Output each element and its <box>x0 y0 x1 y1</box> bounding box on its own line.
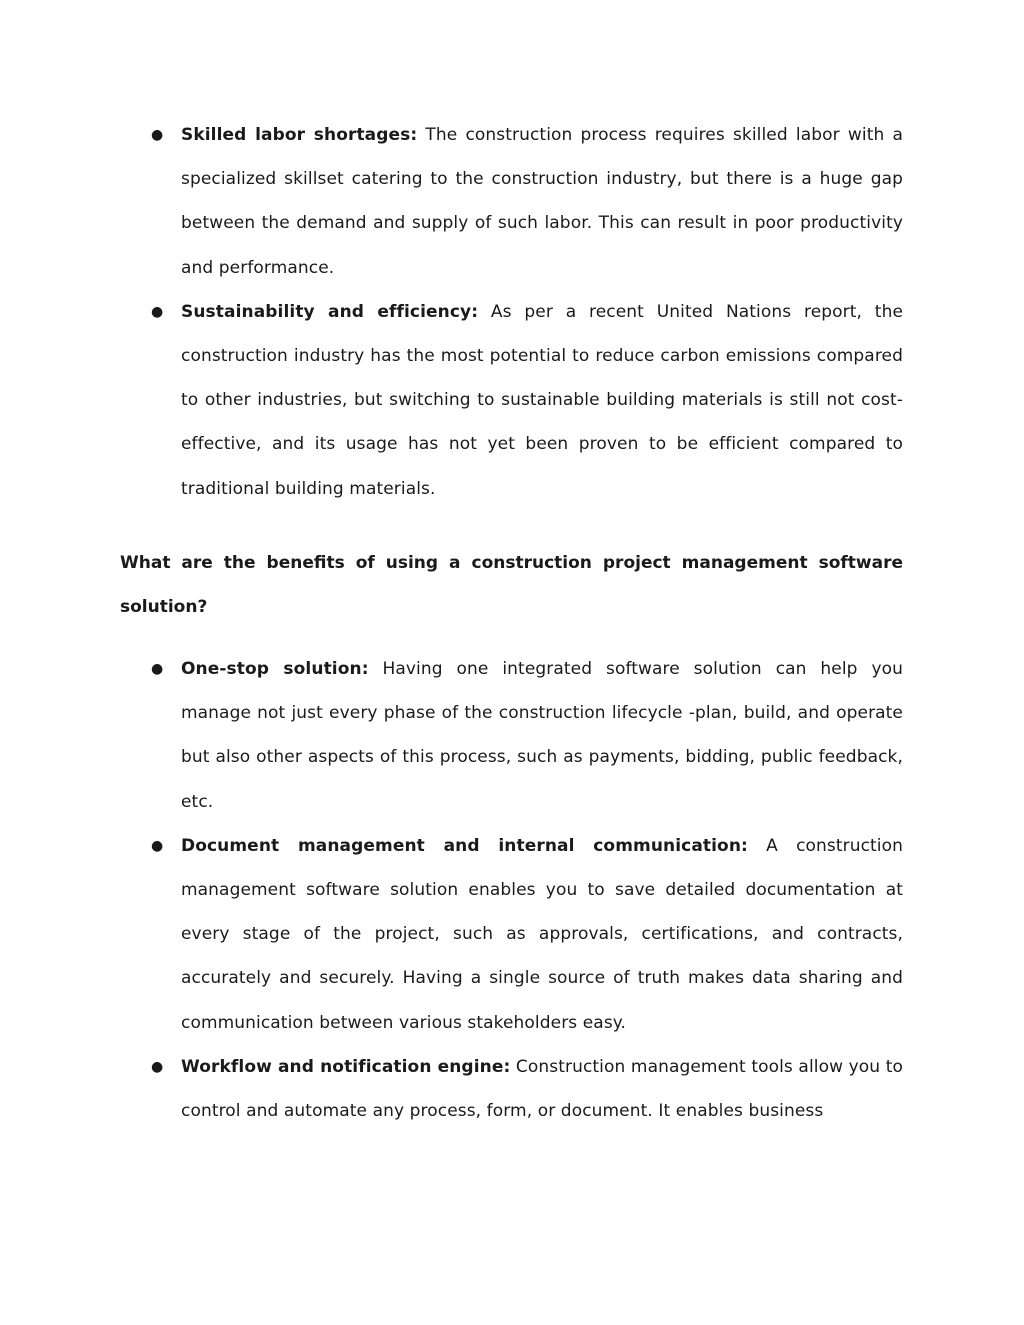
list-item-text: Having one integrated software solution can help you manage not just every phase of the construction lifecycle -plan, build, and operate but also other aspects of this process, such as payments, bidding, public feedback, etc. <box>181 659 903 812</box>
challenges-list <box>151 113 903 511</box>
list-item-term: Document management and internal communication: <box>181 835 748 856</box>
list-item-text: The construction process requires skilled labor with a specialized skillset catering to the construction industry, but there is a huge gap between the demand and supply of such labor. This can result in poor productivity and performance. <box>181 125 903 278</box>
list-item <box>151 1045 903 1133</box>
bullet-icon: ● <box>151 837 164 854</box>
list-item-text: A construction management software solution enables you to save detailed documentation at every stage of the project, such as approvals, certifications, and contracts, accurately and securely. Having a single source of truth makes data sharing and communication between various stakeholders easy. <box>181 835 903 1033</box>
list-item-term: One-stop solution: <box>181 659 369 679</box>
list-item-term: Workflow and notification engine: <box>181 1056 511 1077</box>
list-item <box>151 824 903 1045</box>
bullet-icon: ● <box>151 661 164 677</box>
bullet-icon: ● <box>151 303 164 320</box>
list-item <box>151 113 903 290</box>
benefits-list <box>151 647 903 1133</box>
list-item <box>151 290 903 511</box>
section-heading: What are the benefits of using a construction project management software solution? <box>120 553 903 618</box>
list-item-text: Construction management tools allow you to control and automate any process, form, or document. It enables business <box>181 1056 903 1122</box>
list-item <box>151 647 903 824</box>
list-item-text: As per a recent United Nations report, the construction industry has the most potential to reduce carbon emissions compared to other industries, but switching to sustainable building materials is still not cost-effective, and its usage has not yet been proven to be efficient compared to traditional building materials. <box>181 301 903 499</box>
list-item-term: Sustainability and efficiency: <box>181 301 479 322</box>
bullet-icon: ● <box>151 127 164 143</box>
list-item-term: Skilled labor shortages: <box>181 125 418 145</box>
bullet-icon: ● <box>151 1058 164 1075</box>
